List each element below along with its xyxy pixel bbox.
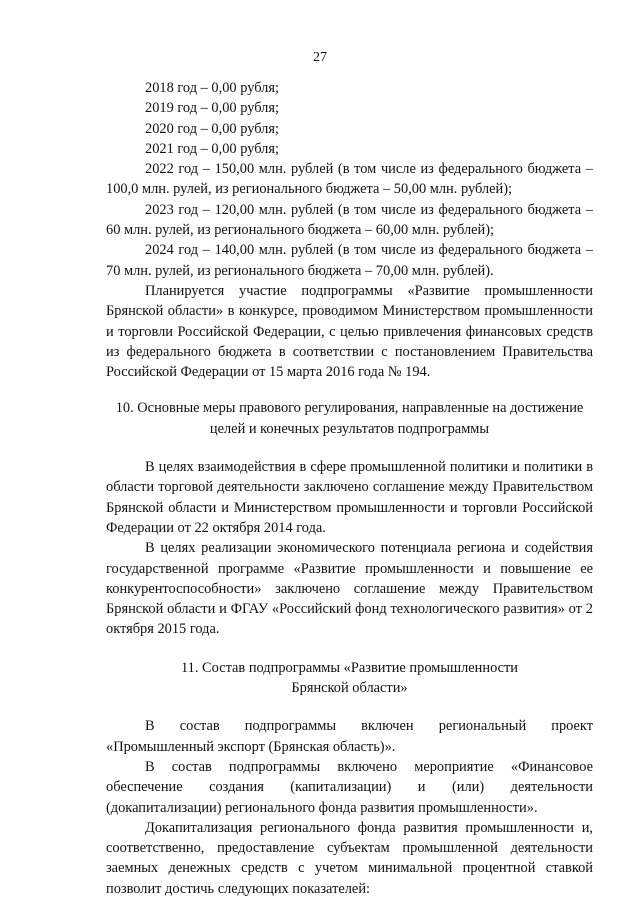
funding-paragraph: 2023 год – 120,00 млн. рублей (в том числе из федерального бюджета – 60 млн. рулей, из регионального бюджета – 60,00 млн. рублей);	[106, 201, 593, 239]
page-number: 27	[313, 50, 327, 65]
year-line: 2018 год – 0,00 рубля;	[145, 80, 279, 96]
funding-paragraph: 2024 год – 140,00 млн. рублей (в том числе из федерального бюджета – 70 млн. рулей, из регионального бюджета – 70,00 млн. рублей).	[106, 242, 593, 279]
section-heading-line: 10. Основные меры правового регулирования, направленные на достижение	[115, 400, 584, 417]
section-10-heading	[106, 398, 593, 439]
section-heading-line: Брянской области»	[291, 680, 408, 697]
section-11-heading	[106, 658, 593, 699]
section-11-paragraph: Докапитализация регионального фонда развития промышленности и, соответственно, предоставление субъектам промышленной деятельности заемных денежных средств с учетом минимальной процентной ставкой позволит достичь следующих показателей:	[106, 819, 593, 897]
section-heading-line: целей и конечных результатов подпрограммы	[209, 420, 490, 437]
section-11-paragraph: В состав подпрограммы включено мероприятие «Финансовое обеспечение создания (капитализации) и (или) деятельности (докапитализации) регионального фонда развития промышленности».	[106, 758, 593, 816]
year-line: 2021 год – 0,00 рубля;	[145, 140, 279, 157]
section-10-paragraph: В целях взаимодействия в сфере промышленной политики и политики в области торговой деятельности заключено соглашение между Правительством Брянской области и Министерством промышленности и торговли Российской Федерации от 22 октября 2014 года.	[106, 459, 593, 536]
section-heading-line: 11. Состав подпрограммы «Развитие промышленности	[180, 659, 518, 676]
page-content	[106, 78, 593, 899]
funding-year-list	[106, 78, 593, 159]
section-10-paragraph: В целях реализации экономического потенциала региона и содействия государственной программе «Развитие промышленности и повышение ее конкурентоспособности» заключено соглашение между Правительством Брянской области и ФГАУ «Российский фонд технологического развития» от 2 октября 2015 года.	[106, 540, 593, 638]
year-line: 2020 год – 0,00 рубля;	[145, 120, 279, 137]
funding-paragraph: 2022 год – 150,00 млн. рублей (в том числе из федерального бюджета – 100,0 млн. рулей, из регионального бюджета – 50,00 млн. рублей);	[106, 161, 593, 198]
year-line: 2019 год – 0,00 рубля;	[145, 100, 279, 117]
contest-paragraph: Планируется участие подпрограммы «Развитие промышленности Брянской области» в конкурсе, проводимом Министерством промышленности и торговли Российской Федерации, с целью привлечения финансовых средств из федерального бюджета в соответствии с постановлением Правительства Российской Федерации от 15 марта 2016 года № 194.	[106, 282, 593, 381]
section-11-paragraph: В состав подпрограммы включен региональный проект «Промышленный экспорт (Брянская область)».	[106, 718, 593, 755]
